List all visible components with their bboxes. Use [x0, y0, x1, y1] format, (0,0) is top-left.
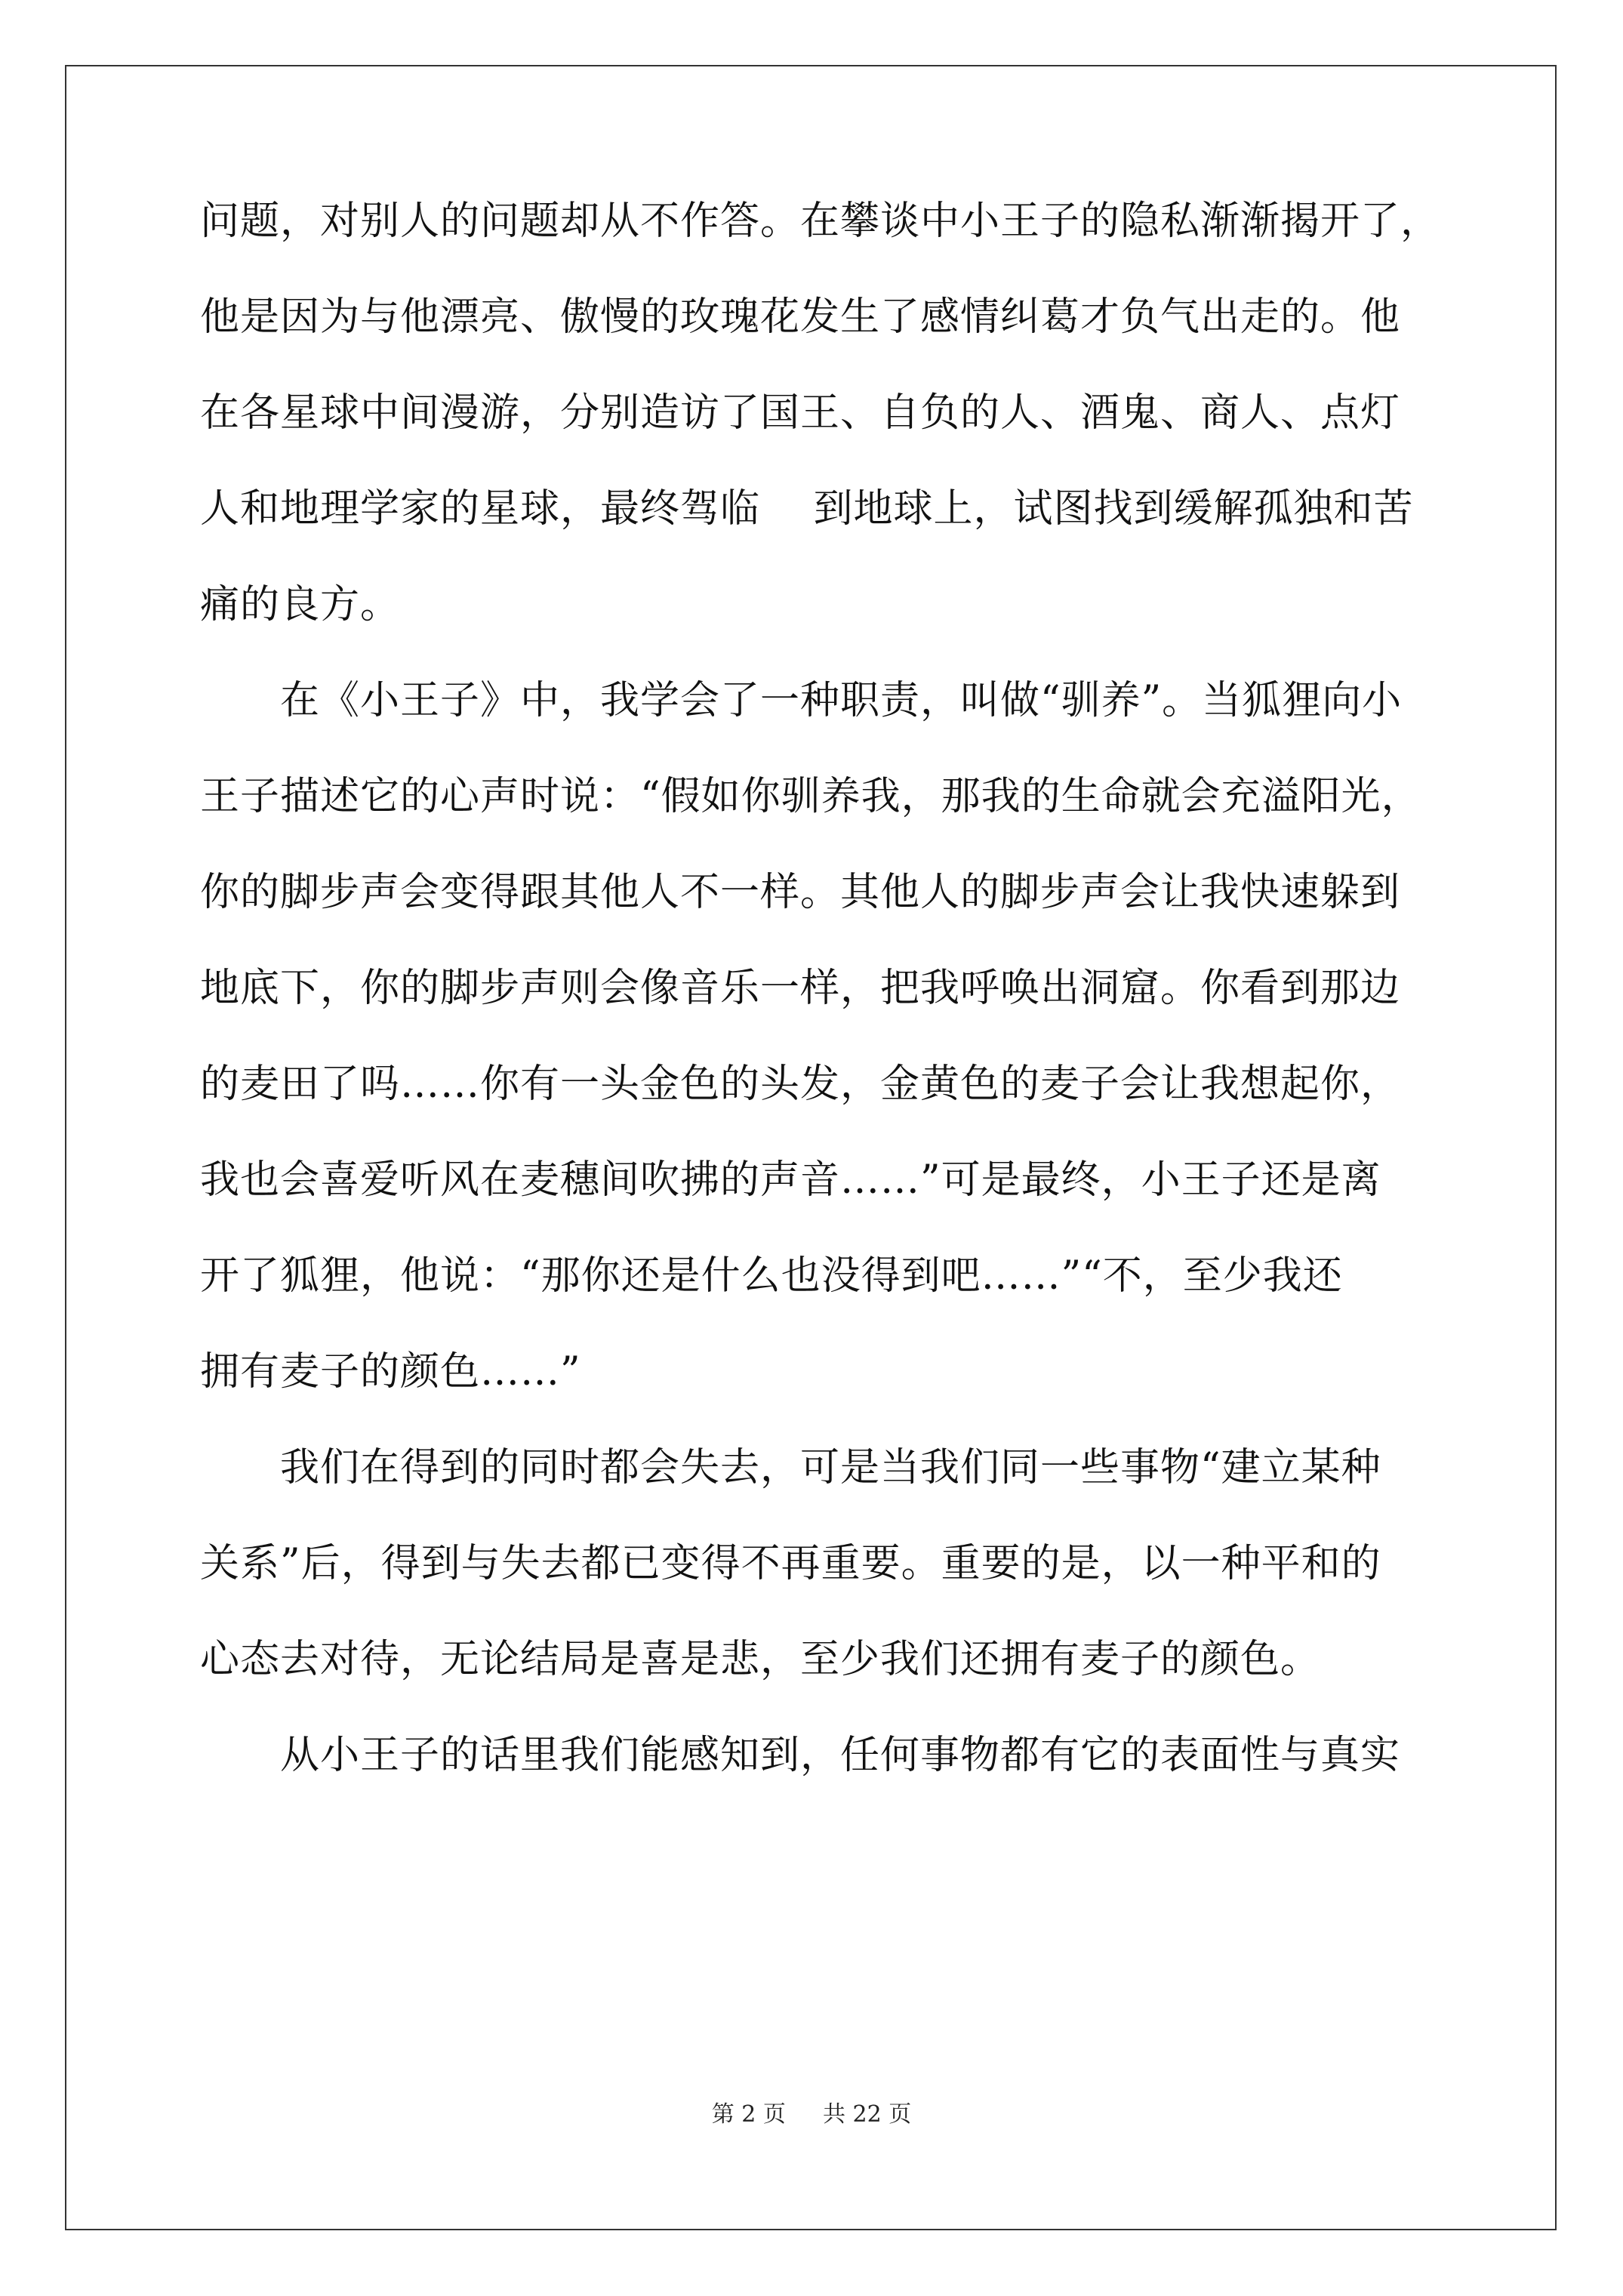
page-total: 共 22 页 [823, 2101, 912, 2128]
document-body [200, 174, 1441, 1804]
text-line: 人和地理学家的星球，最终驾临 到地球上，试图找到缓解孤独和苦 [200, 486, 1414, 532]
text-line: 的麦田了吗……你有一头金色的头发，金黄色的麦子会让我想起你， [200, 1062, 1401, 1107]
text-line: 王子描述它的心声时说：“假如你驯养我，那我的生命就会充溢阳光， [200, 774, 1421, 819]
text-line: 他是因为与他漂亮、傲慢的玫瑰花发生了感情纠葛才负气出走的。他 [200, 294, 1401, 340]
text-line: 问题，对别人的问题却从不作答。在攀谈中小王子的隐私渐渐揭开了， [200, 199, 1441, 244]
paragraph-start-line: 在《小王子》中，我学会了一种职责，叫做“驯养”。当狐狸向小 [280, 678, 1403, 723]
text-line: 开了狐狸，他说：“那你还是什么也没得到吧……”“不，至少我还 [200, 1253, 1343, 1299]
paragraph-start-line: 从小王子的话里我们能感知到，任何事物都有它的表面性与真实 [280, 1733, 1401, 1778]
paragraph-start-line: 我们在得到的同时都会失去，可是当我们同一些事物“建立某种 [280, 1445, 1381, 1490]
text-line: 痛的良方。 [200, 582, 401, 627]
text-line: 关系”后，得到与失去都已变得不再重要。重要的是，以一种平和的 [200, 1541, 1381, 1586]
page-footer [0, 2095, 1623, 2128]
text-line: 我也会喜爱听风在麦穗间吹拂的声音……”可是最终，小王子还是离 [200, 1157, 1381, 1203]
text-line: 你的脚步声会变得跟其他人不一样。其他人的脚步声会让我快速躲到 [200, 870, 1401, 915]
text-line: 心态去对待，无论结局是喜是悲，至少我们还拥有麦子的颜色。 [200, 1637, 1321, 1682]
page-number: 第 2 页 [711, 2101, 786, 2128]
text-line: 地底下，你的脚步声则会像音乐一样，把我呼唤出洞窟。你看到那边 [200, 966, 1401, 1011]
text-line: 在各星球中间漫游，分别造访了国王、自负的人、酒鬼、商人、点灯 [200, 390, 1401, 436]
text-line: 拥有麦子的颜色……” [200, 1349, 581, 1395]
